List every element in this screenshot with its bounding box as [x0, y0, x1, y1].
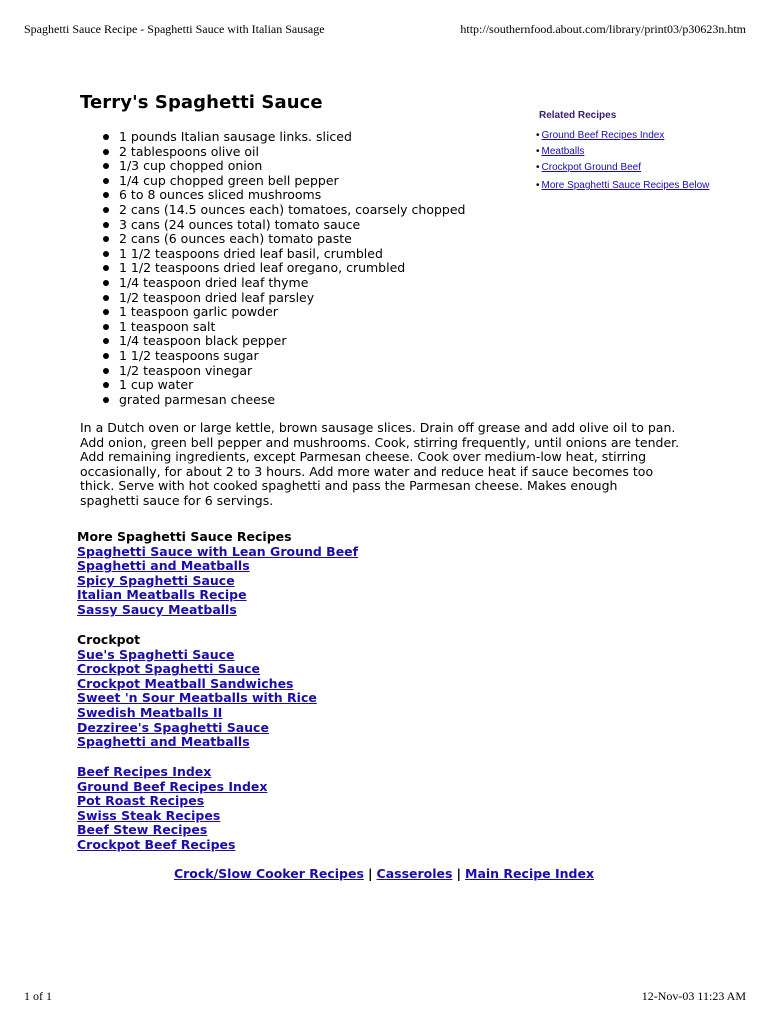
print-timestamp: 12-Nov-03 11:23 AM: [641, 989, 746, 1003]
print-url: http://southernfood.about.com/library/print03/p30623n.htm: [460, 22, 746, 36]
ingredient-item: 3 cans (24 ounces total) tomato sauce: [100, 218, 465, 233]
related-item: [536, 180, 736, 192]
ingredient-item: 2 cans (6 ounces each) tomato paste: [100, 232, 465, 247]
beef-links-section: [77, 765, 497, 853]
recipe-link[interactable]: Italian Meatballs Recipe: [77, 587, 247, 603]
ingredient-item: 1/4 cup chopped green bell pepper: [100, 174, 465, 189]
recipe-link[interactable]: Spaghetti and Meatballs: [77, 734, 250, 750]
nav-link-casseroles[interactable]: Casseroles: [376, 866, 453, 881]
beef-link[interactable]: Ground Beef Recipes Index: [77, 778, 268, 794]
recipe-link[interactable]: Swedish Meatballs II: [77, 704, 223, 720]
recipe-link[interactable]: Crockpot Spaghetti Sauce: [77, 661, 261, 677]
beef-link[interactable]: Pot Roast Recipes: [77, 793, 205, 809]
related-item: [536, 146, 736, 158]
related-link-ground-beef-index[interactable]: Ground Beef Recipes Index: [541, 130, 665, 141]
recipe-link[interactable]: Spaghetti Sauce with Lean Ground Beef: [77, 543, 359, 559]
beef-link[interactable]: Beef Recipes Index: [77, 764, 212, 779]
related-recipes-title: Related Recipes: [539, 110, 617, 121]
nav-link-main-recipe-index[interactable]: Main Recipe Index: [465, 866, 595, 881]
ingredient-item: 1 1/2 teaspoons dried leaf basil, crumbled: [100, 247, 465, 262]
ingredient-item: 1 pounds Italian sausage links. sliced: [100, 130, 465, 145]
recipe-link[interactable]: Dezziree's Spaghetti Sauce: [77, 719, 269, 735]
ingredient-item: 1 1/2 teaspoons dried leaf oregano, crumbled: [100, 261, 465, 276]
ingredient-item: 2 cans (14.5 ounces each) tomatoes, coarsely chopped: [100, 203, 465, 218]
bottom-nav: [0, 866, 768, 881]
recipe-link[interactable]: Sue's Spaghetti Sauce: [77, 646, 235, 662]
ingredient-list: [100, 130, 465, 407]
related-link-more-spaghetti[interactable]: More Spaghetti Sauce Recipes Below: [541, 180, 710, 191]
bullet-icon: •: [536, 180, 540, 191]
beef-link[interactable]: Beef Stew Recipes: [77, 822, 208, 838]
ingredient-item: 1 teaspoon salt: [100, 320, 465, 335]
related-item: [536, 162, 736, 174]
bullet-icon: •: [536, 146, 540, 157]
ingredient-item: 1 1/2 teaspoons sugar: [100, 349, 465, 364]
section-heading: More Spaghetti Sauce Recipes: [77, 529, 292, 544]
related-recipes-box: [536, 110, 736, 196]
nav-link-crock-slow-cooker[interactable]: Crock/Slow Cooker Recipes: [173, 866, 364, 881]
beef-link[interactable]: Swiss Steak Recipes: [77, 807, 221, 823]
recipe-link[interactable]: Sweet 'n Sour Meatballs with Rice: [77, 690, 317, 706]
recipe-link[interactable]: Spaghetti and Meatballs: [77, 558, 250, 574]
recipe-link[interactable]: Crockpot Meatball Sandwiches: [77, 675, 294, 691]
more-spaghetti-section: [77, 530, 497, 618]
recipe-directions: In a Dutch oven or large kettle, brown sausage slices. Drain off grease and add olive oil to pan. Add onion, green bell pepper and mushrooms. Cook, stirring frequently, until onions are tender. Add remaining ingredients, except Parmesan cheese. Cook over medium-low heat, stirring occasionally, for about 2 to 3 hours. Add more water and reduce heat if sauce becomes too thick. Serve with hot cooked spaghetti and pass the Parmesan cheese. Makes enough spaghetti sauce for 6 servings.: [80, 420, 680, 508]
recipe-link[interactable]: Spicy Spaghetti Sauce: [77, 572, 235, 588]
page-number: 1 of 1: [24, 989, 52, 1003]
bullet-icon: •: [536, 130, 540, 141]
print-page-title: Spaghetti Sauce Recipe - Spaghetti Sauce with Italian Sausage: [24, 22, 325, 36]
ingredient-item: 1/2 teaspoon vinegar: [100, 364, 465, 379]
ingredient-item: 1/3 cup chopped onion: [100, 159, 465, 174]
ingredient-item: 1 cup water: [100, 378, 465, 393]
related-item: [536, 130, 736, 142]
section-heading: Crockpot: [77, 632, 141, 647]
related-link-meatballs[interactable]: Meatballs: [541, 146, 585, 157]
nav-separator: |: [367, 866, 373, 881]
bullet-icon: •: [536, 162, 540, 173]
recipe-link[interactable]: Sassy Saucy Meatballs: [77, 601, 237, 617]
related-link-crockpot-ground-beef[interactable]: Crockpot Ground Beef: [541, 162, 642, 173]
ingredient-item: grated parmesan cheese: [100, 393, 465, 408]
crockpot-section: [77, 633, 497, 750]
ingredient-item: 1 teaspoon garlic powder: [100, 305, 465, 320]
ingredient-item: 1/4 teaspoon dried leaf thyme: [100, 276, 465, 291]
ingredient-item: 6 to 8 ounces sliced mushrooms: [100, 188, 465, 203]
ingredient-item: 1/2 teaspoon dried leaf parsley: [100, 291, 465, 306]
recipe-title: Terry's Spaghetti Sauce: [80, 92, 323, 113]
nav-separator: |: [456, 866, 462, 881]
beef-link[interactable]: Crockpot Beef Recipes: [77, 836, 236, 852]
ingredient-item: 1/4 teaspoon black pepper: [100, 334, 465, 349]
ingredient-item: 2 tablespoons olive oil: [100, 145, 465, 160]
